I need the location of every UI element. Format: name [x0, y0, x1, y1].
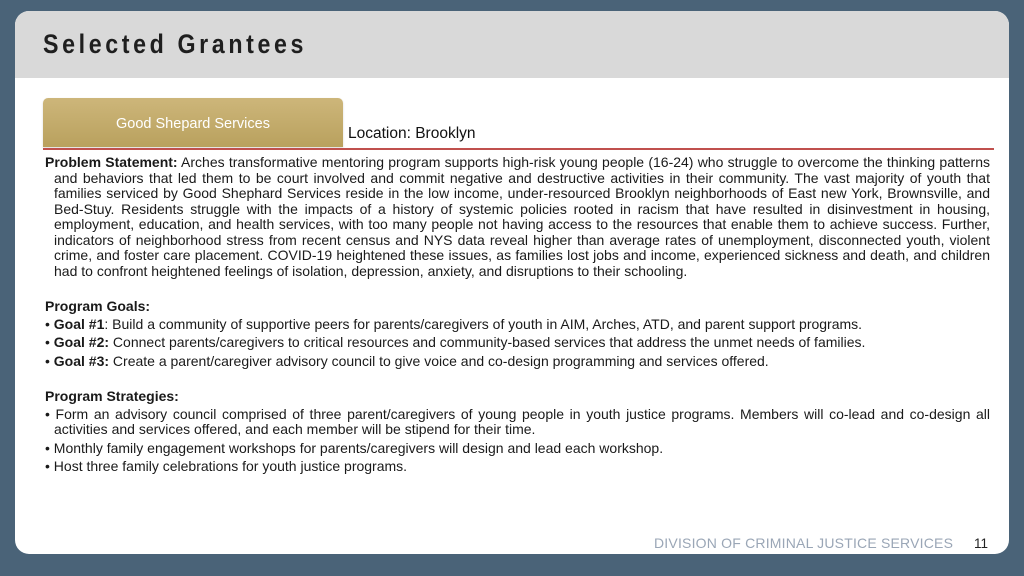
strategies-heading: Program Strategies:	[45, 388, 179, 404]
strategy-item	[45, 407, 990, 438]
slide	[15, 11, 1009, 554]
strategy-text: Monthly family engagement workshops for parents/caregivers will design and lead each workshop.	[53, 439, 664, 456]
organization-name: Good Shepard Services	[116, 116, 270, 132]
goal-item	[45, 335, 990, 351]
problem-statement	[45, 155, 990, 279]
goal-label: Goal #3:	[53, 352, 110, 369]
bullet-marker: •	[45, 334, 54, 350]
content-body	[45, 155, 990, 478]
goal-item	[45, 354, 990, 370]
bullet-marker: •	[45, 405, 56, 422]
footer-agency: DIVISION OF CRIMINAL JUSTICE SERVICES	[654, 535, 954, 551]
goals-heading: Program Goals:	[45, 298, 151, 314]
location-label: Location: Brooklyn	[348, 125, 476, 142]
bullet-marker: •	[45, 352, 54, 369]
slide-title: Selected Grantees	[43, 29, 308, 59]
goal-item	[45, 317, 990, 333]
goal-text: : Build a community of supportive peers for parents/caregivers of youth in AIM, Arches, ATD, and parent support programs.	[104, 315, 863, 332]
title-bar	[15, 11, 1009, 78]
bullet-marker: •	[45, 315, 54, 332]
goal-text: Connect parents/caregivers to critical resources and community-based services that address the unmet needs of families.	[109, 334, 866, 350]
divider-rule	[43, 148, 994, 150]
goal-label: Goal #1	[53, 315, 105, 332]
page-number: 11	[974, 536, 989, 551]
strategy-text: Form an advisory council comprised of three parent/caregivers of young people in youth justice programs. Members will co-lead and co-design all activities and services offered, and each member will be stipend for their time.	[54, 405, 990, 437]
bullet-marker: •	[45, 439, 54, 456]
goal-label: Goal #2:	[53, 334, 110, 350]
problem-statement-label: Problem Statement:	[45, 154, 178, 170]
strategy-text: Host three family celebrations for youth justice programs.	[53, 458, 408, 474]
problem-statement-text: Arches transformative mentoring program supports high-risk young people (16-24) who struggle to overcome the thinking patterns and behaviors that led them to be court involved and commit negative and destructive activities in their community. The vast majority of youth that families serviced by Good Shephard Services reside in the low income, under-resourced Brooklyn neighborhoods of East new York, Brownsville, and Bed-Stuy. Residents struggle with the impacts of a history of systemic policies rooted in racism that have resulted in disinvestment in housing, employment, education, and health services, with too many people not having access to the resources that enable them to achieve success. Further, indicators of neighborhood stress from recent census and NYS data reveal higher than average rates of unemployment, disconnected youth, violent crime, and foster care placement. COVID-19 heightened these issues, as families lost jobs and income, experienced sickness and death, and children had to confront heightened feelings of isolation, depression, anxiety, and disruptions to their schooling.	[54, 154, 991, 279]
bullet-marker: •	[45, 458, 54, 474]
strategy-item	[45, 441, 990, 457]
strategy-item	[45, 459, 990, 475]
organization-tab	[43, 98, 343, 147]
goal-text: Create a parent/caregiver advisory council to give voice and co-design programming and services offered.	[109, 352, 769, 369]
